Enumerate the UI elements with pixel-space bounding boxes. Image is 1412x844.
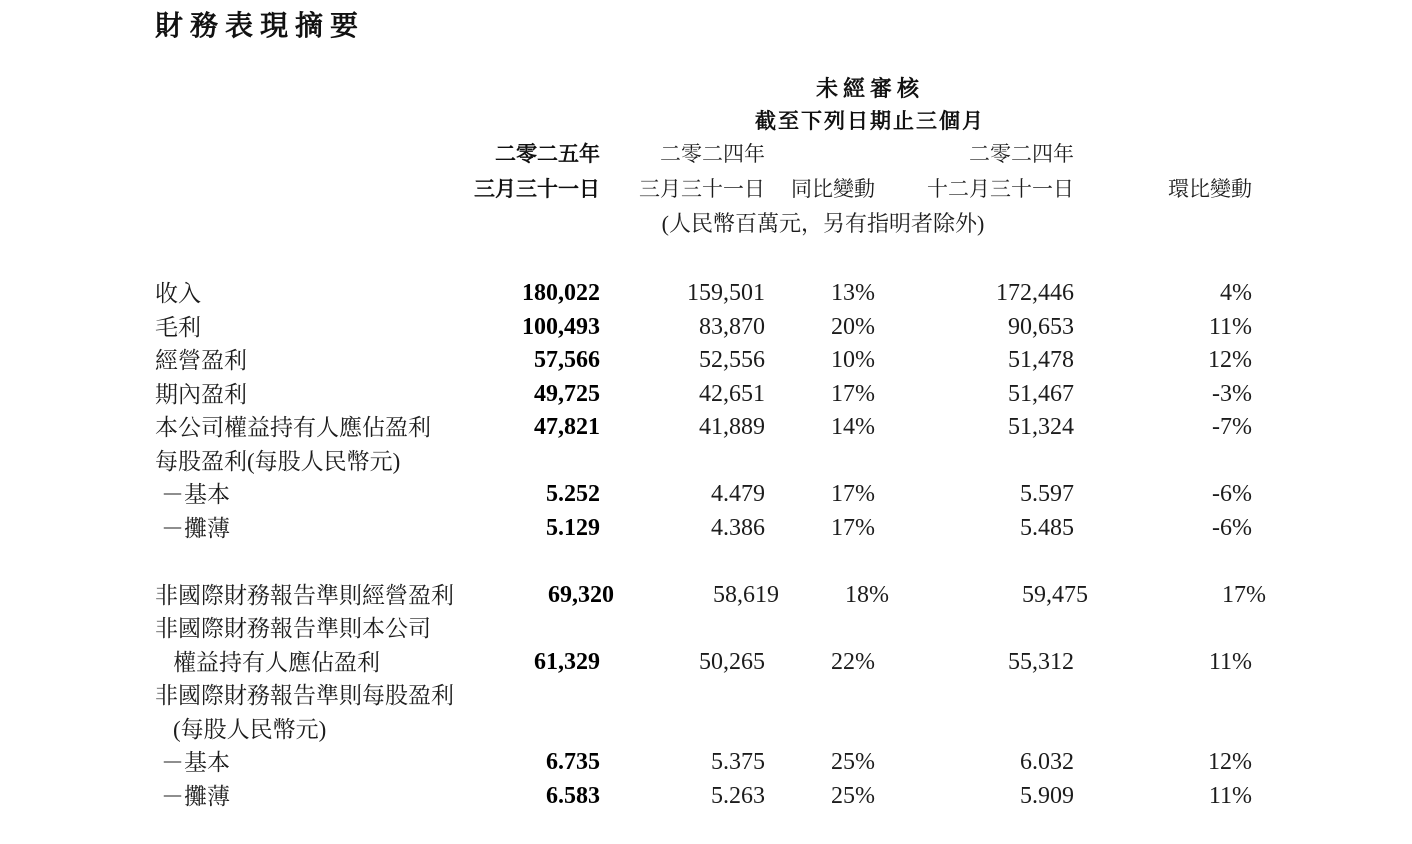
cell-value: 5.375 bbox=[711, 749, 765, 775]
cell-value: 5.129 bbox=[546, 514, 600, 541]
cell-value: 17% bbox=[831, 514, 875, 541]
table-row bbox=[155, 713, 1255, 747]
column-header-yoy-change bbox=[675, 137, 875, 207]
cell-value: 47,821 bbox=[534, 414, 600, 440]
cell-value: 22% bbox=[831, 648, 875, 675]
row-label: －攤薄 bbox=[161, 515, 230, 541]
cell-value: 83,870 bbox=[699, 313, 765, 340]
column-header-qoq-change bbox=[1052, 137, 1252, 207]
cell-value: 4.386 bbox=[711, 514, 765, 541]
cell-value bbox=[765, 612, 875, 646]
cell-value bbox=[765, 445, 875, 479]
cell-value: 13% bbox=[831, 280, 875, 306]
cell-value: 11% bbox=[1208, 313, 1252, 340]
cell-value: 5.597 bbox=[1020, 481, 1074, 507]
currency-unit-note: (人民幣百萬元，另有指明者除外) bbox=[661, 211, 985, 236]
cell-value: 20% bbox=[831, 313, 875, 340]
cell-value: 5.263 bbox=[711, 782, 765, 809]
cell-value: 159,501 bbox=[687, 280, 765, 306]
cell-value: -6% bbox=[1212, 514, 1252, 541]
column-header-date: 三月三十一日 bbox=[474, 178, 600, 201]
column-header-year bbox=[1052, 137, 1252, 172]
cell-value: 6.583 bbox=[546, 782, 600, 809]
period-label: 截至下列日期止三個月 bbox=[755, 110, 985, 133]
cell-value: 61,329 bbox=[534, 648, 600, 675]
table-row bbox=[155, 311, 1255, 345]
column-header-2024-dec bbox=[874, 137, 1074, 207]
cell-value: 51,324 bbox=[1008, 414, 1074, 440]
cell-value bbox=[614, 679, 779, 713]
cell-value: 17% bbox=[831, 380, 875, 407]
table-row bbox=[155, 612, 1255, 646]
cell-value bbox=[765, 713, 875, 747]
cell-value: 25% bbox=[831, 782, 875, 809]
cell-value: 10% bbox=[831, 347, 875, 373]
cell-value: 17% bbox=[831, 481, 875, 507]
table-row bbox=[155, 277, 1255, 311]
cell-value: 5.909 bbox=[1020, 782, 1074, 809]
row-label: －基本 bbox=[161, 482, 230, 507]
row-label: 經營盈利 bbox=[155, 348, 247, 373]
cell-value: 49,725 bbox=[534, 380, 600, 407]
cell-value: 41,889 bbox=[699, 414, 765, 440]
cell-value: 58,619 bbox=[713, 581, 779, 608]
row-label: 非國際財務報告準則本公司 bbox=[155, 616, 431, 641]
row-label: 毛利 bbox=[155, 314, 201, 340]
cell-value: -7% bbox=[1212, 414, 1252, 440]
cell-value: 42,651 bbox=[699, 380, 765, 407]
table-row bbox=[155, 445, 1255, 479]
unaudited-label: 未經審核 bbox=[815, 76, 925, 101]
cell-value: 180,022 bbox=[522, 280, 600, 306]
row-label: 每股盈利(每股人民幣元) bbox=[155, 448, 401, 474]
cell-value bbox=[440, 713, 600, 747]
column-header-label: 同比變動 bbox=[791, 177, 875, 201]
cell-value: 57,566 bbox=[534, 347, 600, 373]
cell-value: 59,475 bbox=[1022, 581, 1088, 608]
row-label: 收入 bbox=[155, 281, 201, 306]
cell-value: 25% bbox=[831, 749, 875, 775]
cell-value: 52,556 bbox=[699, 347, 765, 373]
cell-value: 51,478 bbox=[1008, 347, 1074, 373]
spacer-row bbox=[155, 545, 1255, 579]
cell-value: -6% bbox=[1212, 481, 1252, 507]
cell-value: 14% bbox=[831, 414, 875, 440]
cell-value bbox=[600, 445, 765, 479]
table-row bbox=[155, 344, 1255, 378]
cell-value: 5.252 bbox=[546, 481, 600, 507]
cell-value bbox=[1074, 713, 1252, 747]
row-label: 期內盈利 bbox=[155, 381, 247, 407]
cell-value: 11% bbox=[1208, 648, 1252, 675]
table-row bbox=[155, 378, 1255, 412]
row-label: 本公司權益持有人應佔盈利 bbox=[155, 415, 431, 440]
page-title: 財務表現摘要 bbox=[155, 10, 366, 41]
cell-value: 172,446 bbox=[996, 280, 1074, 306]
cell-value bbox=[1074, 612, 1252, 646]
row-label: 非國際財務報告準則經營盈利 bbox=[155, 582, 454, 608]
table-row bbox=[155, 746, 1255, 780]
column-header-date: 三月三十一日 bbox=[639, 177, 765, 201]
table-row bbox=[155, 579, 1266, 613]
cell-value: 17% bbox=[1222, 581, 1266, 608]
cell-value: 50,265 bbox=[699, 648, 765, 675]
table-row bbox=[155, 780, 1255, 814]
cell-value: 11% bbox=[1208, 782, 1252, 809]
cell-value bbox=[440, 445, 600, 479]
cell-value bbox=[600, 612, 765, 646]
cell-value: 5.485 bbox=[1020, 514, 1074, 541]
cell-value bbox=[600, 713, 765, 747]
table-row bbox=[155, 411, 1255, 445]
cell-value: 51,467 bbox=[1008, 380, 1074, 407]
cell-value bbox=[454, 679, 614, 713]
column-header-year: 二零二四年 bbox=[660, 142, 765, 166]
column-header-year: 二零二四年 bbox=[969, 142, 1074, 166]
cell-value bbox=[875, 445, 1074, 479]
cell-value bbox=[875, 713, 1074, 747]
table-row bbox=[155, 679, 1255, 713]
row-label: 權益持有人應佔盈利 bbox=[173, 649, 380, 675]
cell-value: 6.735 bbox=[546, 749, 600, 775]
cell-value bbox=[779, 679, 889, 713]
cell-value: 90,653 bbox=[1008, 313, 1074, 340]
cell-value: 12% bbox=[1208, 347, 1252, 373]
row-label: －基本 bbox=[161, 750, 230, 775]
cell-value: 4% bbox=[1220, 280, 1252, 306]
cell-value: 12% bbox=[1208, 749, 1252, 775]
row-label: －攤薄 bbox=[161, 783, 230, 809]
table-row bbox=[155, 646, 1255, 680]
cell-value: 18% bbox=[845, 581, 889, 608]
cell-value bbox=[875, 612, 1074, 646]
row-label: 非國際財務報告準則每股盈利 bbox=[155, 683, 454, 708]
financial-table-body bbox=[155, 277, 1266, 813]
column-header-label: 環比變動 bbox=[1168, 177, 1252, 201]
cell-value: 55,312 bbox=[1008, 648, 1074, 675]
cell-value: 69,320 bbox=[548, 581, 614, 608]
cell-value: 4.479 bbox=[711, 481, 765, 507]
table-row bbox=[155, 512, 1255, 546]
cell-value bbox=[1088, 679, 1266, 713]
cell-value bbox=[440, 612, 600, 646]
cell-value bbox=[1074, 445, 1252, 479]
column-header-date: 十二月三十一日 bbox=[927, 177, 1074, 201]
cell-value bbox=[889, 679, 1088, 713]
column-header-year bbox=[675, 137, 875, 172]
cell-value: -3% bbox=[1212, 380, 1252, 407]
row-label: (每股人民幣元) bbox=[173, 716, 327, 742]
cell-value: 100,493 bbox=[522, 313, 600, 340]
table-row bbox=[155, 478, 1255, 512]
cell-value: 6.032 bbox=[1020, 749, 1074, 775]
column-header-year: 二零二五年 bbox=[495, 143, 600, 166]
